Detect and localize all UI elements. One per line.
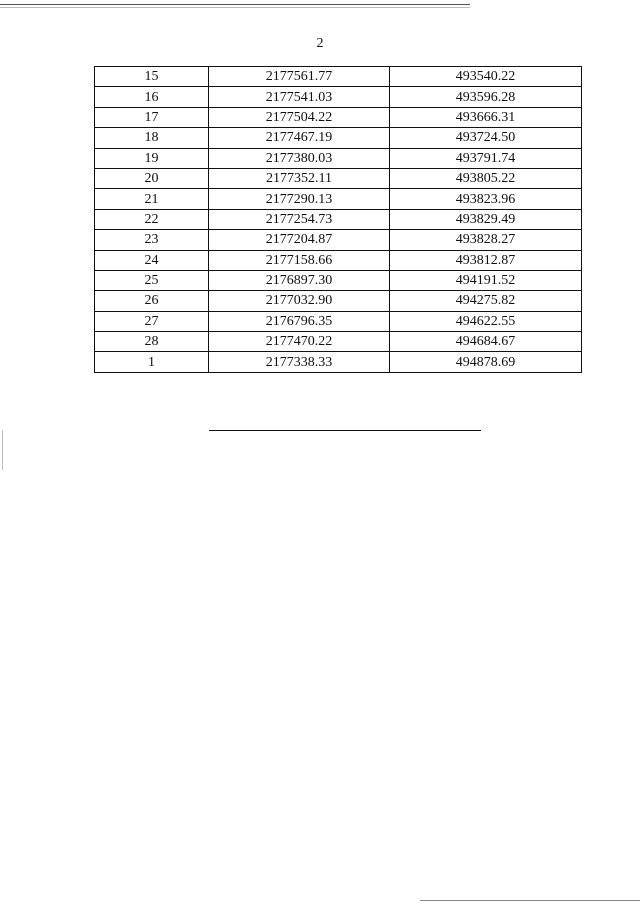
scan-edge-top-shadow xyxy=(0,7,470,8)
x-coordinate-cell: 2176897.30 xyxy=(209,270,390,290)
page-number: 2 xyxy=(316,36,324,51)
y-coordinate-cell: 493805.22 xyxy=(390,168,582,188)
point-number-cell: 28 xyxy=(95,332,209,352)
point-number-cell: 22 xyxy=(95,209,209,229)
point-number-cell: 26 xyxy=(95,291,209,311)
table-row xyxy=(95,107,582,127)
x-coordinate-cell: 2177254.73 xyxy=(209,209,390,229)
point-number-cell: 20 xyxy=(95,168,209,188)
x-coordinate-cell: 2177504.22 xyxy=(209,107,390,127)
y-coordinate-cell: 493666.31 xyxy=(390,107,582,127)
y-coordinate-cell: 493828.27 xyxy=(390,230,582,250)
x-coordinate-cell: 2177338.33 xyxy=(209,352,390,372)
y-coordinate-cell: 493812.87 xyxy=(390,250,582,270)
point-number-cell: 19 xyxy=(95,148,209,168)
scan-edge-left-mark xyxy=(2,430,3,470)
scan-edge-top xyxy=(0,4,470,5)
table-row xyxy=(95,352,582,372)
point-number-cell: 17 xyxy=(95,107,209,127)
point-number-cell: 25 xyxy=(95,270,209,290)
y-coordinate-cell: 494622.55 xyxy=(390,311,582,331)
table-row xyxy=(95,250,582,270)
table-row xyxy=(95,128,582,148)
point-number-cell: 1 xyxy=(95,352,209,372)
point-number-cell: 21 xyxy=(95,189,209,209)
x-coordinate-cell: 2177561.77 xyxy=(209,67,390,87)
x-coordinate-cell: 2177032.90 xyxy=(209,291,390,311)
x-coordinate-cell: 2177158.66 xyxy=(209,250,390,270)
table-row xyxy=(95,189,582,209)
y-coordinate-cell: 493823.96 xyxy=(390,189,582,209)
coordinates-table xyxy=(94,66,582,373)
point-number-cell: 15 xyxy=(95,67,209,87)
y-coordinate-cell: 493540.22 xyxy=(390,67,582,87)
x-coordinate-cell: 2177470.22 xyxy=(209,332,390,352)
y-coordinate-cell: 493596.28 xyxy=(390,87,582,107)
x-coordinate-cell: 2177204.87 xyxy=(209,230,390,250)
table-row xyxy=(95,311,582,331)
table-row xyxy=(95,148,582,168)
y-coordinate-cell: 493791.74 xyxy=(390,148,582,168)
y-coordinate-cell: 494191.52 xyxy=(390,270,582,290)
table-row xyxy=(95,209,582,229)
table-row xyxy=(95,332,582,352)
table-row xyxy=(95,87,582,107)
y-coordinate-cell: 493829.49 xyxy=(390,209,582,229)
table-row xyxy=(95,270,582,290)
point-number-cell: 24 xyxy=(95,250,209,270)
y-coordinate-cell: 494275.82 xyxy=(390,291,582,311)
x-coordinate-cell: 2176796.35 xyxy=(209,311,390,331)
point-number-cell: 23 xyxy=(95,230,209,250)
table-row xyxy=(95,230,582,250)
point-number-cell: 27 xyxy=(95,311,209,331)
y-coordinate-cell: 494878.69 xyxy=(390,352,582,372)
coordinates-table-body xyxy=(95,67,582,373)
table-row xyxy=(95,291,582,311)
scan-edge-bottom xyxy=(420,900,640,901)
point-number-cell: 18 xyxy=(95,128,209,148)
x-coordinate-cell: 2177467.19 xyxy=(209,128,390,148)
y-coordinate-cell: 493724.50 xyxy=(390,128,582,148)
point-number-cell: 16 xyxy=(95,87,209,107)
x-coordinate-cell: 2177352.11 xyxy=(209,168,390,188)
y-coordinate-cell: 494684.67 xyxy=(390,332,582,352)
end-of-document-rule xyxy=(209,430,481,431)
x-coordinate-cell: 2177290.13 xyxy=(209,189,390,209)
table-row xyxy=(95,67,582,87)
x-coordinate-cell: 2177541.03 xyxy=(209,87,390,107)
table-row xyxy=(95,168,582,188)
x-coordinate-cell: 2177380.03 xyxy=(209,148,390,168)
